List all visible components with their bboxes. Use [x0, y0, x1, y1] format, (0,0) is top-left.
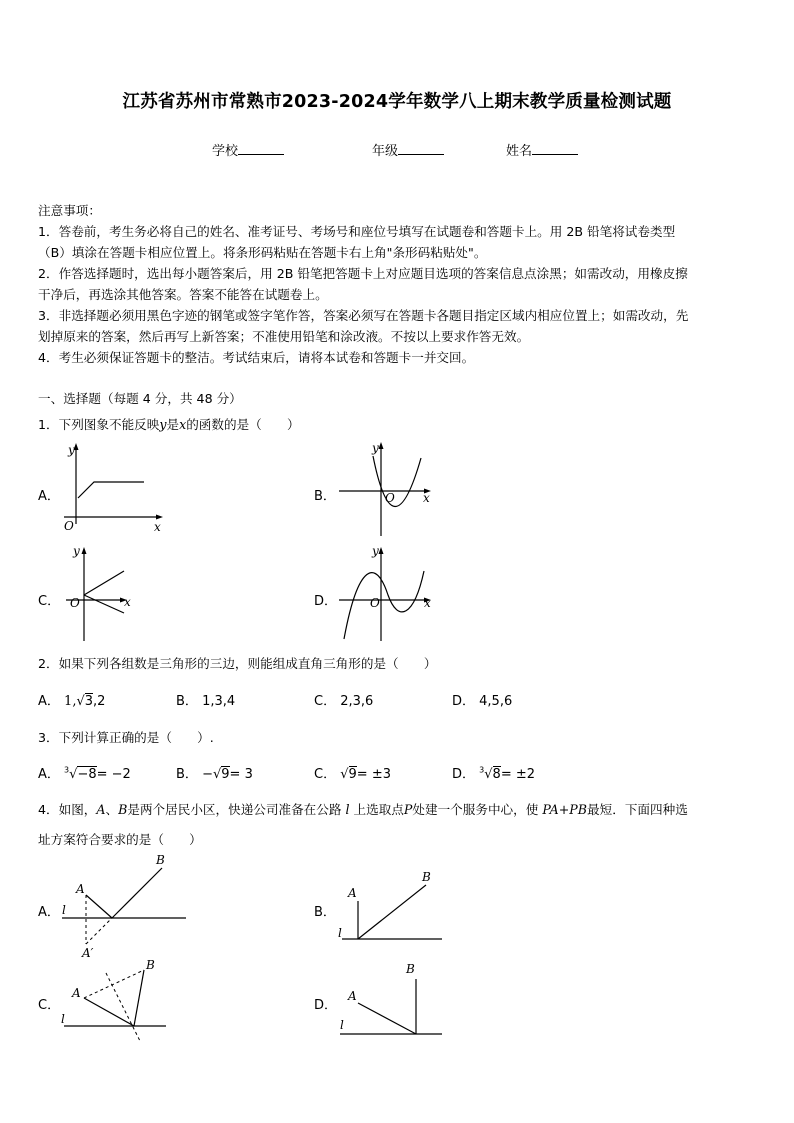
figure-label: y [73, 544, 80, 558]
q2-b-label: B． [176, 694, 198, 709]
q4-t4: 上选取点 [353, 802, 404, 817]
notice-line-4: 干净后，再选涂其他答案。答案不能答在试题卷上。 [38, 287, 328, 302]
q1-var-x: x [179, 417, 187, 432]
figure-label: x [423, 491, 430, 505]
q3-a-post: = −2 [96, 767, 131, 782]
figure-label: B [406, 962, 415, 976]
q4-figure-a [58, 850, 193, 960]
sqrt-symbol: √ [212, 767, 222, 782]
q3-option-c [314, 763, 391, 782]
q2-a-label: A． [38, 694, 60, 709]
figure-line [134, 970, 144, 1026]
q2-a-radicand: 3 [84, 694, 94, 709]
q4-t5: 处建一个服务中心，使 [412, 802, 539, 817]
q3-option-b [176, 763, 253, 782]
q1-var-y: y [159, 417, 167, 432]
figure-label: O [370, 596, 380, 610]
grade-label: 年级 [372, 144, 399, 159]
figure-line [86, 895, 112, 918]
q2-text: 2．如果下列各组数是三角形的三边，则能组成直角三角形的是（ ） [38, 656, 437, 671]
figure-label: y [372, 544, 379, 558]
figure-label: B [146, 958, 155, 972]
q4-var-papb: PA+PB [542, 802, 588, 817]
q2-c-label: C． [314, 694, 337, 709]
figure-label: A [348, 989, 357, 1003]
axis-arrow [379, 442, 384, 449]
origin-label: O [64, 519, 74, 533]
q3-b-pre: − [202, 767, 213, 782]
figure-label: A [348, 886, 357, 900]
axis-arrow [82, 547, 87, 554]
q2-d-value: 4,5,6 [479, 694, 513, 709]
q1-graph-b [336, 438, 446, 538]
q3-c-post: = ±3 [356, 767, 391, 782]
q1-option-c-label: C． [38, 594, 61, 609]
q1-option-d-label: D． [314, 594, 338, 609]
x-arrow [156, 515, 163, 520]
name-field [506, 140, 578, 159]
q3-c-radicand: 9 [348, 767, 357, 782]
figure-label: x [124, 595, 131, 609]
name-label: 姓名 [506, 144, 533, 159]
q2-b-value: 1,3,4 [202, 694, 236, 709]
q3-option-a [38, 763, 131, 782]
q4-text-line-2: 址方案符合要求的是（ ） [38, 832, 202, 847]
figure-line [112, 868, 162, 918]
q2-a-pre: 1, [64, 694, 77, 709]
section-heading: 一、选择题（每题 4 分，共 48 分） [38, 391, 242, 406]
grade-blank [398, 142, 444, 155]
figure-line [358, 885, 426, 939]
sqrt-symbol: √ [76, 694, 85, 709]
x-label: x [154, 520, 161, 534]
q4-t6: 最短．下面四种选 [587, 802, 688, 817]
q3-d-post: = ±2 [500, 767, 536, 782]
figure-label: A [76, 882, 85, 896]
q2-c-value: 2,3,6 [340, 694, 374, 709]
q1-graph-c [60, 543, 170, 643]
q1-text [38, 414, 300, 435]
figure-label: O [70, 596, 80, 610]
figure-label: O [385, 491, 395, 505]
q4-option-c-label: C． [38, 998, 61, 1013]
figure-label: l [62, 903, 66, 917]
figure-line [86, 918, 112, 944]
q2-option-c [314, 690, 373, 709]
q2-a-post: ,2 [93, 694, 106, 709]
q4-t2: 、 [105, 802, 119, 817]
notice-line-3: 2．作答选择题时，选出每小题答案后，用 2B 铅笔把答题卡上对应题目选项的答案信息点涂黑；如需改动，用橡皮擦 [38, 266, 688, 281]
name-blank [532, 142, 578, 155]
cubic-curve [344, 571, 424, 639]
sqrt-symbol: √ [484, 767, 493, 782]
figure-label: x [424, 596, 431, 610]
q4-figure-d [334, 955, 454, 1045]
q4-t3: 是两个居民小区，快递公司准备在公路 [127, 802, 342, 817]
q3-a-radicand: −8 [77, 767, 97, 782]
q3-d-label: D． [452, 767, 476, 782]
q3-b-label: B． [176, 767, 198, 782]
q4-var-l: l [345, 802, 350, 817]
q4-var-p: P [403, 802, 413, 817]
q4-var-b: B [118, 802, 128, 817]
figure-line [84, 970, 144, 998]
notice-line-1: 1．答卷前，考生务必将自己的姓名、准考证号、考场号和座位号填写在试题卷和答题卡上。用 2B 铅笔将试卷类型 [38, 224, 676, 239]
q2-d-label: D． [452, 694, 476, 709]
figure-line [106, 973, 140, 1041]
notice-line-6: 划掉原来的答案，然后再写上新答案；不准使用铅笔和涂改液。不按以上要求作答无效。 [38, 329, 530, 344]
function-curve [78, 482, 144, 498]
parabola-curve [373, 456, 421, 507]
page-title: 江苏省苏州市常熟市2023-2024学年数学八上期末教学质量检测试题 [122, 92, 672, 112]
figure-label: A [72, 986, 81, 1000]
notice-line-5: 3．非选择题必须用黑色字迹的钢笔或签字笔作答，答案必须写在答题卡各题目指定区域内相应位置上；如需改动，先 [38, 308, 689, 323]
lower-ray [84, 595, 124, 613]
school-blank [238, 142, 284, 155]
sqrt-symbol: √ [340, 767, 349, 782]
grade-field [372, 140, 444, 159]
school-field [212, 140, 284, 159]
figure-label: l [61, 1012, 65, 1026]
figure-label: A′ [82, 946, 94, 960]
q2-option-d [452, 690, 512, 709]
q3-b-radicand: 9 [221, 767, 230, 782]
q1-graph-a [60, 440, 170, 535]
figure-label: B [156, 853, 165, 867]
q1-graph-d [336, 543, 446, 643]
q4-text-line-1 [38, 799, 688, 820]
q4-option-a-label: A． [38, 905, 60, 920]
figure-label: l [340, 1018, 344, 1032]
axis-arrow [379, 547, 384, 554]
q3-d-index: 3 [479, 765, 485, 775]
q3-c-label: C． [314, 767, 337, 782]
y-label: y [68, 443, 75, 457]
q2-option-b [176, 690, 235, 709]
q4-option-b-label: B． [314, 905, 336, 920]
notice-line-7: 4．考生必须保证答题卡的整洁。考试结束后，请将本试卷和答题卡一并交回。 [38, 350, 475, 365]
q4-figure-c [58, 955, 178, 1045]
q3-b-post: = 3 [229, 767, 253, 782]
q1-text-b: 是 [166, 417, 180, 432]
q4-option-d-label: D． [314, 998, 338, 1013]
q4-figure-b [334, 860, 454, 950]
q2-option-a [38, 690, 105, 709]
figure-line [84, 998, 134, 1026]
sqrt-symbol: √ [69, 767, 78, 782]
q1-option-a-label: A． [38, 489, 60, 504]
q4-t1: 4．如图， [38, 802, 97, 817]
q4-var-a: A [96, 802, 106, 817]
notice-line-2: （B）填涂在答题卡相应位置上。将条形码粘贴在答题卡右上角"条形码粘贴处"。 [38, 245, 487, 260]
figure-label: l [338, 926, 342, 940]
q3-a-label: A． [38, 767, 60, 782]
school-label: 学校 [212, 144, 239, 159]
q3-text: 3．下列计算正确的是（ ）. [38, 730, 214, 745]
q3-option-d [452, 763, 535, 782]
q1-text-a: 1．下列图象不能反映 [38, 417, 160, 432]
q3-d-radicand: 8 [492, 767, 501, 782]
q1-text-c: 的函数的是（ ） [186, 417, 300, 432]
q3-a-index: 3 [64, 765, 70, 775]
upper-ray [84, 571, 124, 595]
figure-label: B [422, 870, 431, 884]
q1-option-b-label: B． [314, 489, 336, 504]
figure-line [358, 1003, 416, 1034]
notice-heading: 注意事项： [38, 203, 101, 218]
figure-label: y [372, 441, 379, 455]
